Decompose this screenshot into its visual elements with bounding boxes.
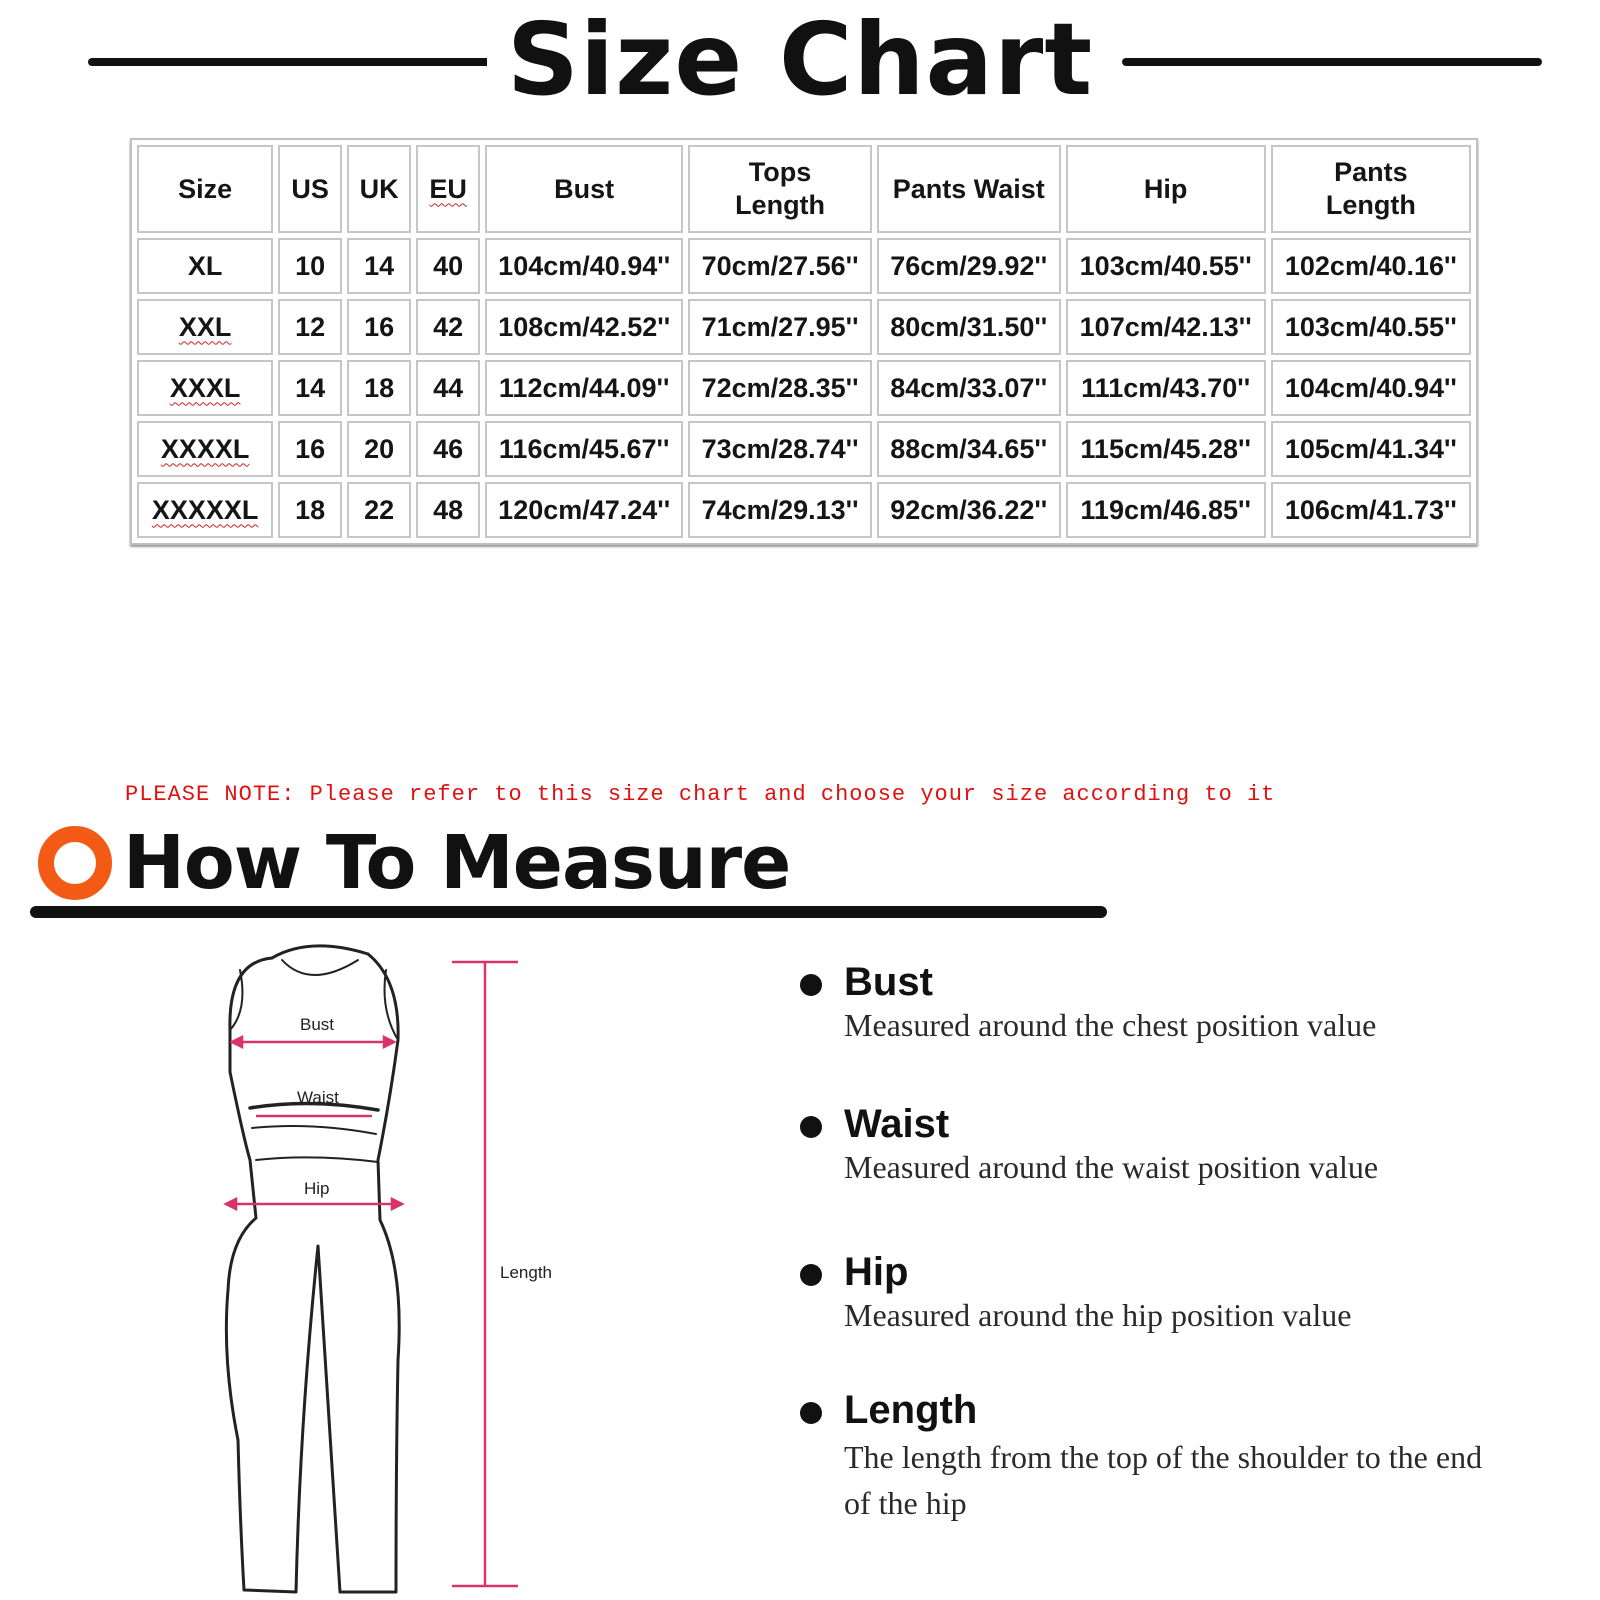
- bodice-outline: [226, 954, 399, 1592]
- size-note: PLEASE NOTE: Please refer to this size chart and choose your size according to it: [125, 782, 1276, 807]
- figure-label-length: Length: [500, 1263, 552, 1282]
- cell-pants-waist: 80cm/31.50'': [877, 299, 1061, 355]
- cell-pants-length: 102cm/40.16'': [1271, 238, 1471, 294]
- cell-size: XL: [137, 238, 273, 294]
- table-row: [137, 421, 1471, 477]
- item-title: Bust: [844, 960, 933, 1004]
- cell-pants-length: 104cm/40.94'': [1271, 360, 1471, 416]
- cell-pants-length: 103cm/40.55'': [1271, 299, 1471, 355]
- neckline-outline: [272, 946, 368, 958]
- cell-size: [137, 360, 273, 416]
- item-description: The length from the top of the shoulder to the end of the hip: [844, 1439, 1483, 1521]
- cell-tops-length: 72cm/28.35'': [688, 360, 872, 416]
- cell-us: 14: [278, 360, 342, 416]
- table-header-row: [137, 145, 1471, 233]
- cell-tops-length: 73cm/28.74'': [688, 421, 872, 477]
- header-pants-length: Pants Length: [1271, 145, 1471, 233]
- cell-size: [137, 421, 273, 477]
- header-size: Size: [137, 145, 273, 233]
- cell-uk: 22: [347, 482, 411, 538]
- cell-size-text: XXL: [178, 311, 232, 342]
- cell-hip: 119cm/46.85'': [1066, 482, 1266, 538]
- table-row: [137, 360, 1471, 416]
- item-title: Length: [844, 1388, 978, 1432]
- cell-size-text: XXXXL: [160, 433, 250, 464]
- cell-pants-length: 105cm/41.34'': [1271, 421, 1471, 477]
- table-row: [137, 299, 1471, 355]
- cell-tops-length: 71cm/27.95'': [688, 299, 872, 355]
- measure-rule: [30, 906, 1107, 918]
- header-bust: Bust: [485, 145, 683, 233]
- hip-arrow-right: [392, 1199, 402, 1209]
- cell-pants-waist: 88cm/34.65'': [877, 421, 1061, 477]
- bullet-dot: [800, 1402, 822, 1424]
- cell-eu: 46: [416, 421, 480, 477]
- size-table: [130, 138, 1478, 545]
- cell-us: 10: [278, 238, 342, 294]
- item-title: Hip: [844, 1250, 909, 1294]
- cell-hip: 103cm/40.55'': [1066, 238, 1266, 294]
- bullet-dot: [800, 974, 822, 996]
- cell-bust: 116cm/45.67'': [485, 421, 683, 477]
- waistband-lower: [256, 1157, 378, 1162]
- item-title: Waist: [844, 1102, 950, 1146]
- jumpsuit-diagram: [200, 940, 600, 1600]
- cell-eu: 48: [416, 482, 480, 538]
- bullet-dot: [800, 1264, 822, 1286]
- cell-size-text: XXXXXL: [151, 494, 259, 525]
- ring-icon: [38, 826, 112, 900]
- header-pants-waist: Pants Waist: [877, 145, 1061, 233]
- figure-label-bust: Bust: [300, 1015, 335, 1034]
- header-us: US: [278, 145, 342, 233]
- waistband-bottom: [252, 1126, 376, 1134]
- header-eu-text: EU: [429, 173, 467, 204]
- table-row: [137, 238, 1471, 294]
- cell-bust: 108cm/42.52'': [485, 299, 683, 355]
- cell-eu: 44: [416, 360, 480, 416]
- cell-us: 18: [278, 482, 342, 538]
- hip-arrow-left: [226, 1199, 236, 1209]
- cell-pants-waist: 76cm/29.92'': [877, 238, 1061, 294]
- cell-size-text: XXXL: [169, 372, 241, 403]
- item-description: Measured around the waist position value: [844, 1149, 1379, 1185]
- header-uk: UK: [347, 145, 411, 233]
- measure-heading: How To Measure: [123, 820, 791, 906]
- cell-uk: 20: [347, 421, 411, 477]
- cell-hip: 107cm/42.13'': [1066, 299, 1266, 355]
- figure-label-hip: Hip: [304, 1179, 330, 1198]
- item-description: Measured around the chest position value: [844, 1007, 1377, 1043]
- cell-uk: 18: [347, 360, 411, 416]
- neckline-inner: [282, 960, 358, 975]
- header-tops-length: Tops Length: [688, 145, 872, 233]
- bullet-dot: [800, 1116, 822, 1138]
- header-eu: [416, 145, 480, 233]
- cell-bust: 104cm/40.94'': [485, 238, 683, 294]
- cell-bust: 112cm/44.09'': [485, 360, 683, 416]
- cell-us: 16: [278, 421, 342, 477]
- cell-tops-length: 70cm/27.56'': [688, 238, 872, 294]
- cell-size: [137, 299, 273, 355]
- cell-tops-length: 74cm/29.13'': [688, 482, 872, 538]
- table-row: [137, 482, 1471, 538]
- page-title-text: Size Chart: [487, 1, 1113, 118]
- bust-arrow-left: [232, 1037, 242, 1047]
- cell-pants-length: 106cm/41.73'': [1271, 482, 1471, 538]
- cell-hip: 111cm/43.70'': [1066, 360, 1266, 416]
- cell-hip: 115cm/45.28'': [1066, 421, 1266, 477]
- bust-arrow-right: [384, 1037, 394, 1047]
- cell-uk: 16: [347, 299, 411, 355]
- cell-uk: 14: [347, 238, 411, 294]
- cell-us: 12: [278, 299, 342, 355]
- page-title: [0, 0, 1600, 120]
- cell-bust: 120cm/47.24'': [485, 482, 683, 538]
- cell-size: [137, 482, 273, 538]
- cell-eu: 40: [416, 238, 480, 294]
- cell-pants-waist: 84cm/33.07'': [877, 360, 1061, 416]
- cell-pants-waist: 92cm/36.22'': [877, 482, 1061, 538]
- cell-eu: 42: [416, 299, 480, 355]
- header-hip: Hip: [1066, 145, 1266, 233]
- item-description: Measured around the hip position value: [844, 1297, 1352, 1333]
- figure-label-waist: Waist: [297, 1088, 339, 1107]
